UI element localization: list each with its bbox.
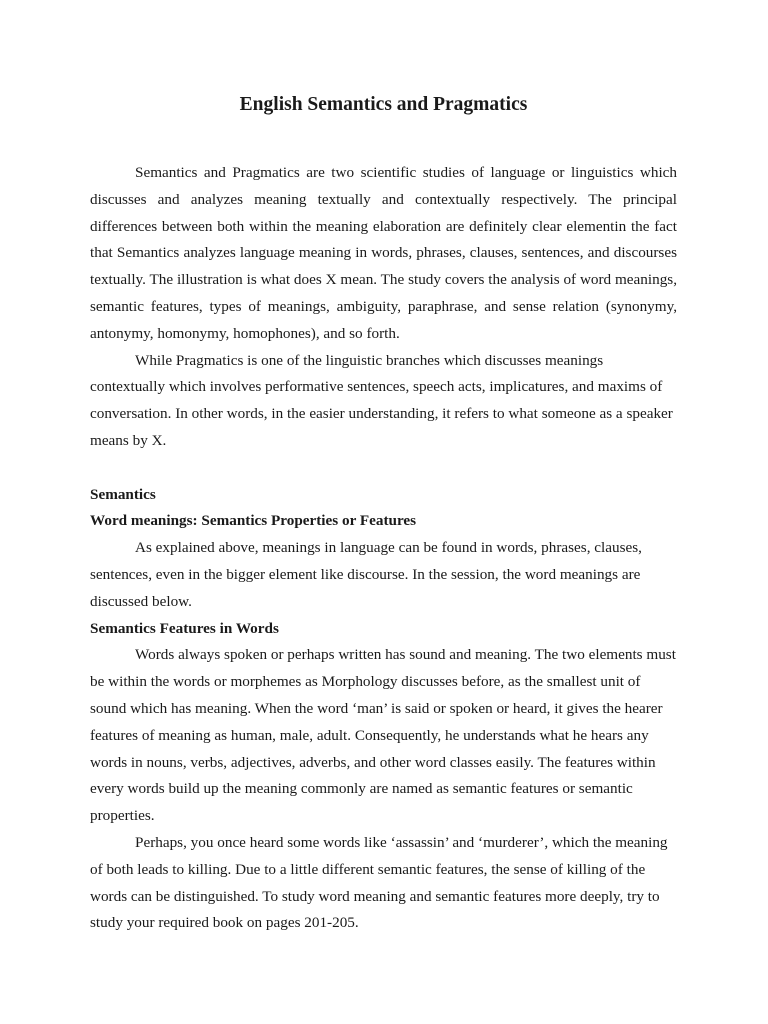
subheading-features-in-words: Semantics Features in Words	[90, 619, 279, 637]
intro-paragraph-1: Semantics and Pragmatics are two scientific studies of language or linguistics which discusses and analyzes meaning textually and contextually respectively. The principal differences between both within the meaning elaboration are definitely clear elementin the fact that Semantics analyzes language meaning in words, phrases, clauses, sentences, and discourses textually. The illustration is what does X mean. The study covers the analysis of word meanings, semantic features, types of meanings, ambiguity, paraphrase, and sense relation (synonymy, antonymy, homonymy, homophones), and so forth.	[90, 164, 677, 342]
subheading-word-meanings: Word meanings: Semantics Properties or Features	[90, 512, 417, 530]
features-paragraph-2: Perhaps, you once heard some words like ‘assassin’ and ‘murderer’, which the meaning of both leads to killing. Due to a little different semantic features, the sense of killing of the words can be distinguished. To study word meaning and semantic features more deeply, try to study your required book on pages 201-205.	[90, 833, 668, 932]
section-heading-semantics: Semantics	[90, 485, 156, 503]
intro-paragraph-2: While Pragmatics is one of the linguistic branches which discusses meanings contextually which involves performative sentences, speech acts, implicatures, and maxims of conversation. In other words, in the easier understanding, it refers to what someone as a speaker means by X.	[90, 351, 673, 449]
features-paragraph-1: Words always spoken or perhaps written has sound and meaning. The two elements must be within the words or morphemes as Morphology discusses before, as the smallest unit of sound which has meaning. When the word ‘man’ is said or spoken or heard, it gives the hearer features of meaning as human, male, adult. Consequently, he understands what he hears any words in nouns, verbs, adjectives, adverbs, and other word classes easily. The features within every words build up the meaning commonly are named as semantic features or semantic properties.	[90, 646, 676, 825]
document-title: English Semantics and Pragmatics	[239, 94, 528, 115]
word-meanings-paragraph: As explained above, meanings in language can be found in words, phrases, clauses, sentences, even in the bigger element like discourse. In the session, the word meanings are discussed below.	[90, 539, 642, 610]
document-body	[90, 160, 677, 937]
section-spacer	[90, 455, 677, 482]
